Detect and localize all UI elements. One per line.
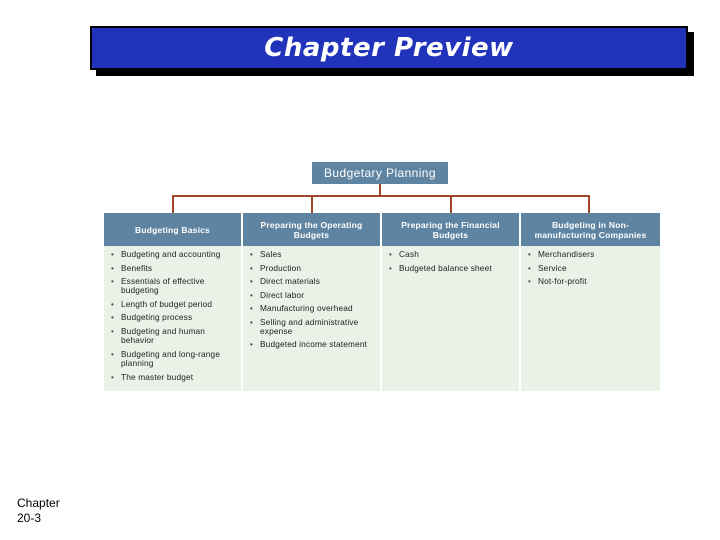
bullet-icon: • xyxy=(111,349,114,359)
topic-item: • Sales xyxy=(250,249,282,259)
connector-horizontal xyxy=(172,195,590,197)
column-heading-operating-budgets xyxy=(243,213,380,246)
bullet-icon: • xyxy=(250,277,253,286)
topic-item: • Direct labor xyxy=(250,289,305,300)
connector-col1 xyxy=(172,195,174,213)
column-heading-budgeting-basics xyxy=(104,213,241,246)
page-title: Chapter Preview xyxy=(264,33,514,63)
bullet-icon: • xyxy=(389,250,392,259)
bullet-icon: • xyxy=(250,250,253,259)
bullet-icon: • xyxy=(111,372,114,382)
bullet-icon: • xyxy=(389,263,392,273)
chapter-footer xyxy=(17,496,60,526)
root-node: Budgetary Planning xyxy=(312,162,448,184)
footer-page-number: 20-3 xyxy=(17,511,42,525)
bullet-icon: • xyxy=(111,277,114,286)
bullet-icon: • xyxy=(111,313,114,323)
bullet-icon: • xyxy=(250,317,253,327)
bullet-icon: • xyxy=(111,326,114,336)
topic-item: • Budgeted income statement xyxy=(250,339,368,350)
topic-item: • Manufacturing overhead xyxy=(250,303,353,313)
topic-list xyxy=(110,250,237,382)
topic-item: • Essentials of effective budgeting xyxy=(111,276,205,296)
topic-item: • Length of budget period xyxy=(111,298,213,309)
topic-item: • Budgeting process xyxy=(111,312,193,323)
bullet-icon: • xyxy=(250,290,253,300)
topic-list xyxy=(249,250,376,350)
column-heading-non-manufacturing xyxy=(521,213,660,246)
column-body-non-manufacturing xyxy=(521,246,660,391)
connector-col3 xyxy=(450,195,452,213)
column-body-financial-budgets xyxy=(382,246,519,391)
topic-list xyxy=(388,250,515,273)
topic-item: • Cash xyxy=(389,249,419,259)
column-heading-label: Preparing the Financial Budgets xyxy=(401,219,500,240)
topic-item: • Direct materials xyxy=(250,276,321,286)
bullet-icon: • xyxy=(250,263,253,273)
title-banner xyxy=(90,26,688,70)
connector-col2 xyxy=(311,195,313,213)
column-heading-label: Budgeting Basics xyxy=(135,224,210,235)
bullet-icon: • xyxy=(250,340,253,350)
topic-item: • Production xyxy=(250,262,302,273)
column-heading-financial-budgets xyxy=(382,213,519,246)
topic-item: • Service xyxy=(528,262,567,273)
topic-item: • Budgeted balance sheet xyxy=(389,262,492,273)
topic-item: • Budgeting and accounting xyxy=(111,249,221,259)
bullet-icon: • xyxy=(528,277,531,286)
column-body-operating-budgets xyxy=(243,246,380,391)
bullet-icon: • xyxy=(528,263,531,273)
footer-chapter-label: Chapter xyxy=(17,496,60,510)
column-body-budgeting-basics xyxy=(104,246,241,391)
column-heading-label: Budgeting in Non-manufacturing Companies xyxy=(534,219,647,240)
connector-col4 xyxy=(588,195,590,213)
column-heading-label: Preparing the Operating Budgets xyxy=(260,219,363,240)
topic-item: • Merchandisers xyxy=(528,249,595,259)
topic-item: • The master budget xyxy=(111,371,194,382)
topic-item: • Budgeting and human behavior xyxy=(111,325,206,346)
topic-list xyxy=(527,250,656,286)
topic-item: • Budgeting and long-range planning xyxy=(111,348,221,369)
topic-item: • Selling and administrative expense xyxy=(250,316,359,336)
bullet-icon: • xyxy=(528,250,531,259)
bullet-icon: • xyxy=(111,263,114,273)
bullet-icon: • xyxy=(250,304,253,313)
bullet-icon: • xyxy=(111,299,114,309)
topic-item: • Benefits xyxy=(111,262,153,273)
topic-item: • Not-for-profit xyxy=(528,276,587,286)
bullet-icon: • xyxy=(111,250,114,259)
